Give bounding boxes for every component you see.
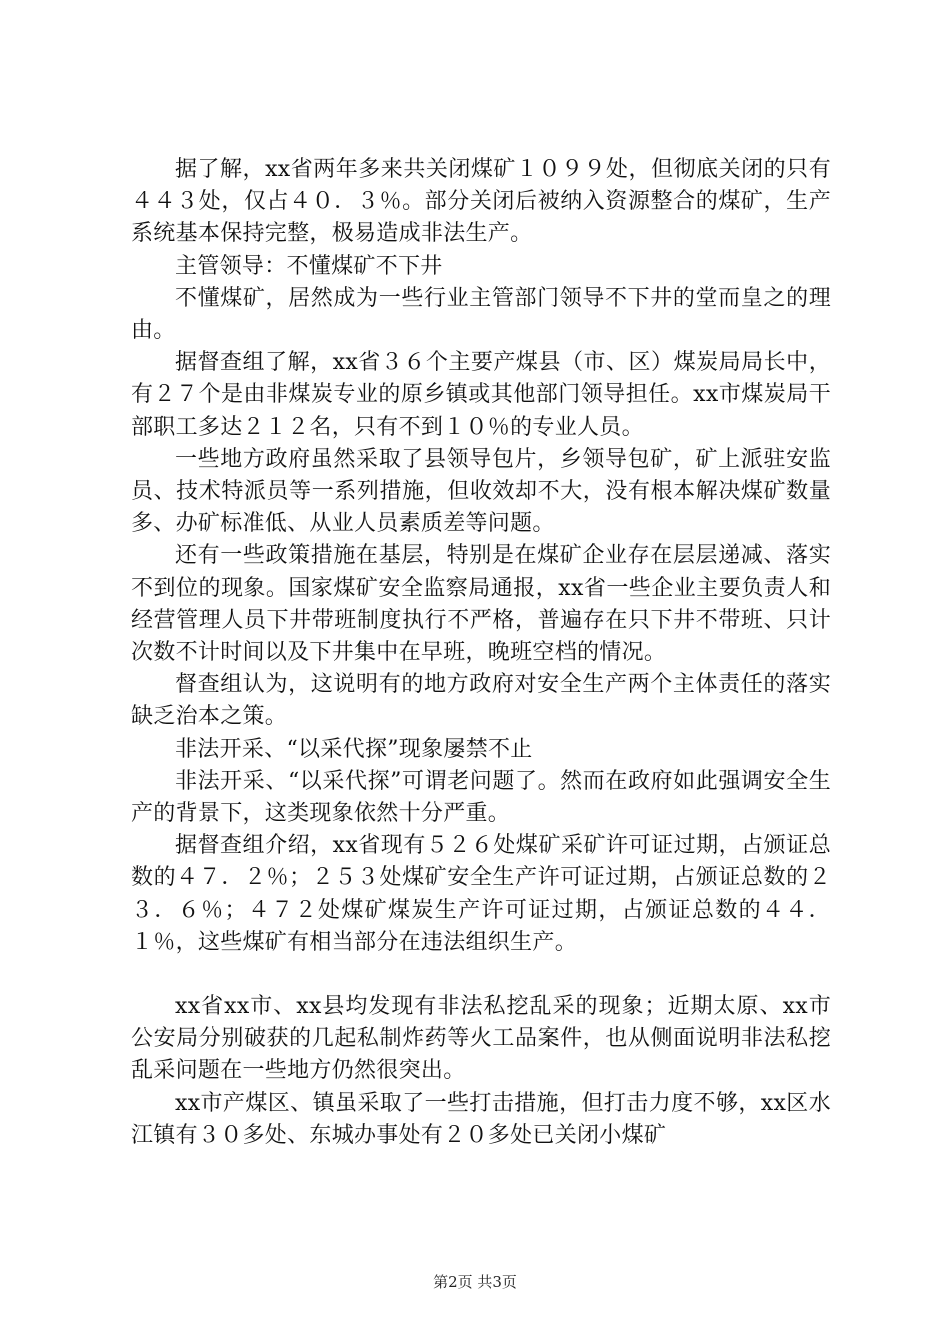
paragraph-leadership-excuse: 不懂煤矿，居然成为一些行业主管部门领导不下井的堂而皇之的理由。 — [131, 285, 831, 344]
section-heading-leadership: 主管领导：不懂煤矿不下井 — [175, 253, 443, 279]
paragraph-illegal-mining-intro: 非法开采、“以采代探”可谓老问题了。然而在政府如此强调安全生产的背景下，这类现象依然十分严重。 — [131, 768, 831, 827]
paragraph-enforcement: xx市产煤区、镇虽采取了一些打击措施，但打击力度不够，xx区水江镇有３０多处、东城办事处有２０多处已关闭小煤矿 — [131, 1090, 831, 1148]
paragraph-inspection-conclusion: 督查组认为，这说明有的地方政府对安全生产两个主体责任的落实缺乏治本之策。 — [131, 672, 831, 730]
paragraph-closed-mines: 据了解，xx省两年多来共关闭煤矿１０９９处，但彻底关闭的只有４４３处，仅占４０．３％。部分关闭后被纳入资源整合的煤矿，生产系统基本保持完整，极易造成非法生产。 — [131, 157, 831, 247]
document-body — [131, 154, 831, 1152]
paragraph-policy-implementation: 还有一些政策措施在基层，特别是在煤矿企业存在层层递减、落实不到位的现象。国家煤矿安全监察局通报，xx省一些企业主要负责人和经营管理人员下井带班制度执行不严格，普遍存在只下井不带班、只计次数不计时间以及下井集中在早班，晚班空档的情况。 — [131, 543, 831, 666]
paragraph-government-measures: 一些地方政府虽然采取了县领导包片，乡领导包矿，矿上派驻安监员、技术特派员等一系列措施，但收效却不大，没有根本解决煤矿数量多、办矿标准低、从业人员素质差等问题。 — [131, 446, 831, 537]
page-number-footer: 第2页 共3页 — [433, 1273, 517, 1291]
section-heading-illegal-mining: 非法开采、“以采代探”现象屡禁不止 — [175, 736, 533, 762]
paragraph-spacer — [131, 959, 831, 991]
paragraph-expired-licenses: 据督查组介绍，xx省现有５２６处煤矿采矿许可证过期，占颁证总数的４７．２％；２５３处煤矿安全生产许可证过期，占颁证总数的２３．６％；４７２处煤矿煤炭生产许可证过期，占颁证总数的４４．１％，这些煤矿有相当部分在违法组织生产。 — [131, 833, 831, 955]
paragraph-private-mining: xx省xx市、xx县均发现有非法私挖乱采的现象；近期太原、xx市公安局分别破获的几起私制炸药等火工品案件，也从侧面说明非法私挖乱采问题在一些地方仍然很突出。 — [131, 994, 831, 1084]
paragraph-bureau-chiefs: 据督查组了解，xx省３６个主要产煤县（市、区）煤炭局局长中，有２７个是由非煤炭专业的原乡镇或其他部门领导担任。xx市煤炭局干部职工多达２１２名，只有不到１０％的专业人员。 — [131, 350, 831, 440]
